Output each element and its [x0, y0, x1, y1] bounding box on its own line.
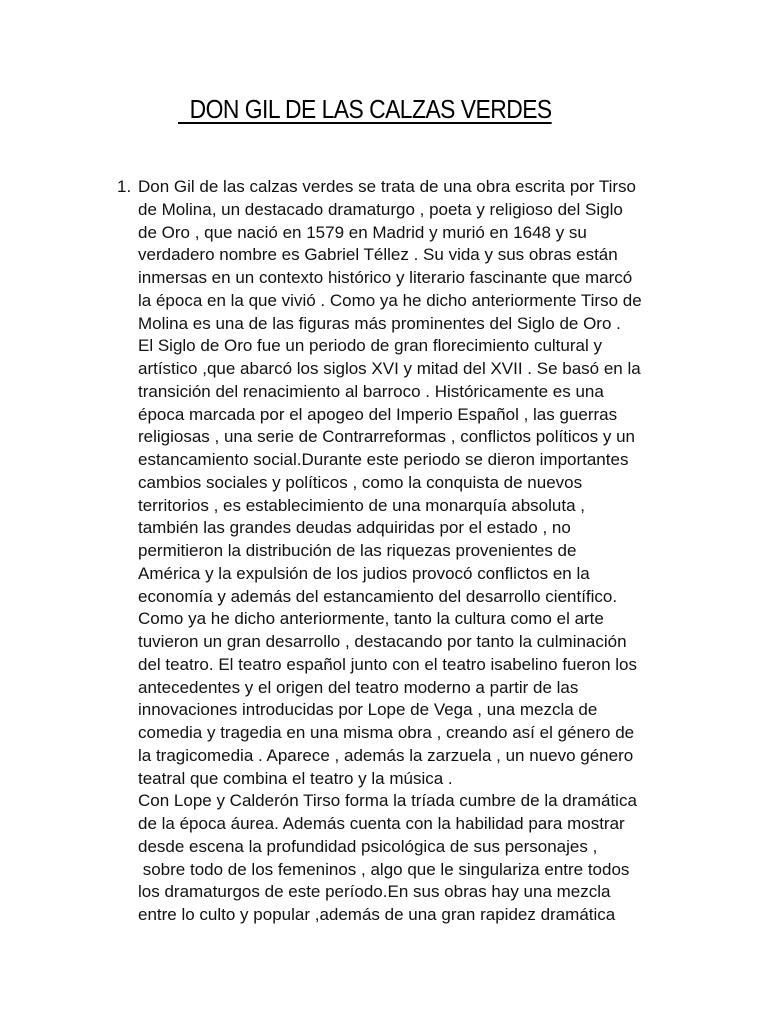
text-line: los dramaturgos de este período.En sus obras hay una mezcla [138, 882, 611, 902]
text-line: teatral que combina el teatro y la música . [138, 768, 453, 788]
text-line: territorios , es establecimiento de una monarquía absoluta , [138, 495, 585, 515]
text-line: innovaciones introducidas por Lope de Vega , una mezcla de [138, 700, 598, 720]
text-line: también las grandes deudas adquiridas por el estado , no [138, 518, 571, 538]
text-line: tuvieron un gran desarrollo , destacando por tanto la culminación [138, 632, 627, 651]
text-line: antecedentes y el origen del teatro moderno a partir de las [138, 677, 579, 697]
list-item [0, 176, 642, 927]
text-line: la época en la que vivió . Como ya he dicho anteriormente Tirso de [138, 290, 642, 310]
text-line: sobre todo de los femeninos , algo que le singulariza entre todos [138, 859, 630, 879]
text-line: época marcada por el apogeo del Imperio Español , las guerras [138, 404, 618, 424]
text-line: permitieron la distribución de las riquezas provenientes de [138, 541, 577, 560]
text-line: desde escena la profundidad psicológica de sus personajes , [138, 836, 598, 856]
text-line: Como ya he dicho anteriormente, tanto la cultura como el arte [138, 609, 604, 629]
text-line: El Siglo de Oro fue un periodo de gran florecimiento cultural y [138, 336, 602, 356]
text-line: inmersas en un contexto histórico y literario fascinante que marcó [138, 268, 633, 287]
text-line: comedia y tragedia en una misma obra , creando así el género de [138, 723, 635, 742]
list-marker: 1. [117, 177, 132, 196]
text-line: de la época áurea. Además cuenta con la habilidad para mostrar [138, 814, 625, 833]
text-line: artístico ,que abarcó los siglos XVI y mitad del XVII . Se basó en la [138, 359, 641, 378]
text-line: Con Lope y Calderón Tirso forma la tríada cumbre de la dramática [138, 791, 637, 811]
text-line: Molina es una de las figuras más prominentes del Siglo de Oro . [138, 313, 621, 333]
text-line: transición del renacimiento al barroco . Históricamente es una [138, 381, 604, 401]
text-line: de Molina, un destacado dramaturgo , poeta y religioso del Siglo [138, 199, 623, 219]
numbered-list [0, 176, 642, 927]
text-line: economía y además del estancamiento del desarrollo científico. [138, 586, 618, 606]
text-line: religiosas , una serie de Contrarreformas , conflictos políticos y un [138, 427, 636, 447]
paragraph-body [0, 176, 642, 927]
text-line: verdadero nombre es Gabriel Téllez . Su vida y sus obras están [138, 245, 618, 265]
text-line: entre lo culto y popular ,además de una gran rapidez dramática [138, 905, 616, 924]
text-line: la tragicomedia . Aparece , además la zarzuela , un nuevo género [138, 745, 634, 765]
text-line: Don Gil de las calzas verdes se trata de una obra escrita por Tirso [138, 177, 636, 196]
text-line: América y la expulsión de los judios provocó conflictos en la [138, 563, 590, 583]
text-line: de Oro , que nació en 1579 en Madrid y murió en 1648 y su [138, 222, 587, 242]
text-line: estancamiento social.Durante este periodo se dieron importantes [138, 450, 629, 469]
text-line: cambios sociales y políticos , como la conquista de nuevos [138, 472, 583, 492]
document-title: DON GIL DE LAS CALZAS VERDES [178, 94, 552, 124]
text-line: del teatro. El teatro español junto con el teatro isabelino fueron los [138, 654, 637, 674]
